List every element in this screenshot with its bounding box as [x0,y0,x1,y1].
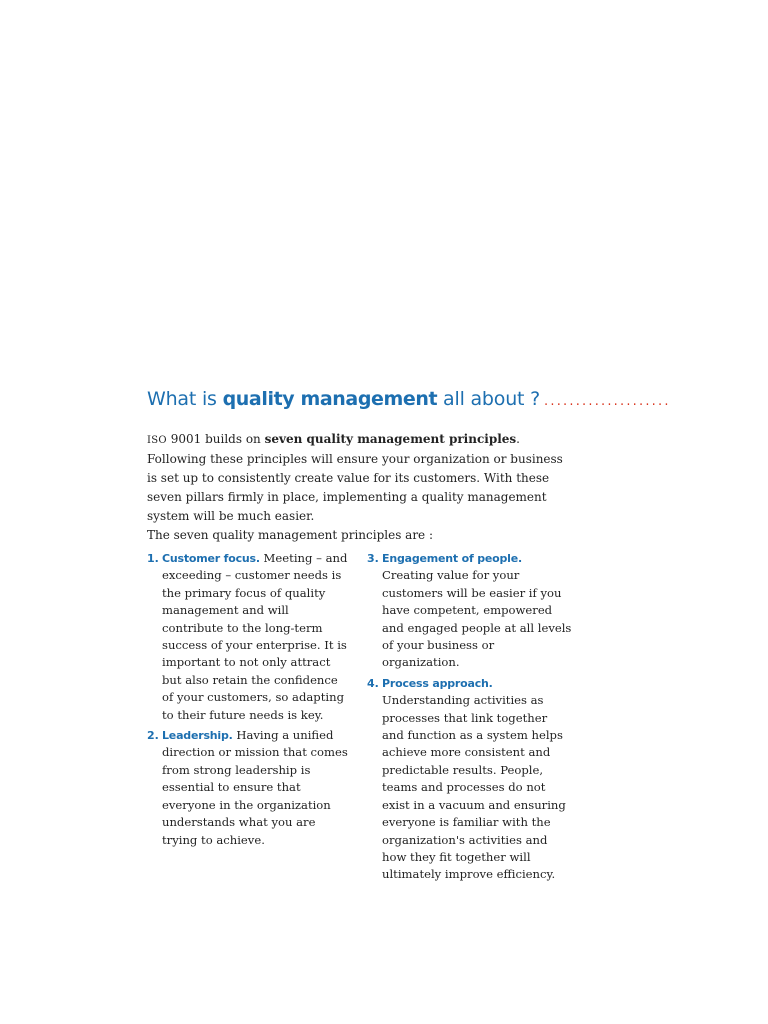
list-item [147,550,352,724]
heading-emphasis: quality management [222,388,438,410]
intro-iso: ISO [147,435,167,446]
intro-bold: seven quality management principles [264,432,517,446]
list-item [147,727,352,849]
section-heading [147,388,671,410]
item-text: Creating value for your customers will be easier if you have competent, empowered and engaged people at all levels of your business or organization. [382,568,572,670]
heading-prefix: What is [147,388,223,410]
item-number: 2. [147,729,159,743]
item-text: Understanding activities as processes that link together and function as a system helps achieve more consistent and predictable results. People, teams and processes do not exist in a vacuum and ensuring everyone is familiar with the organization's activities and how they fit together will ultimately improve efficiency. [382,693,566,882]
item-title: Leadership. [162,729,233,743]
heading-dot-leader: .................... [544,394,671,409]
item-title: Process approach. [382,676,493,690]
item-text: Having a unified direction or mission that comes from strong leadership is essential to ensure that everyone in the organization understands what you are trying to achieve. [162,728,348,847]
intro-part2: . Following these principles will ensure your organization or business is set up to consistently create value for its customers. With these seven pillars firmly in place, implementing a quality management system will be much easier. [147,432,563,523]
list-item [367,675,572,884]
item-number: 3. [367,552,379,565]
item-title: Customer focus. [162,552,260,565]
item-number: 1. [147,552,159,565]
principles-column-right [367,550,572,887]
heading-suffix: all about ? [437,388,541,410]
intro-paragraph [147,430,567,545]
intro-text [147,430,567,526]
principles-column-left [147,550,352,852]
item-title: Engagement of people. [382,552,522,565]
intro-line2: The seven quality management principles are : [147,528,434,542]
list-item [367,550,572,672]
item-number: 4. [367,676,379,690]
intro-part1: 9001 builds on [166,432,265,446]
item-text: Meeting – and exceeding – customer needs is the primary focus of quality management and will contribute to the long-term success of your enterprise. It is important to not only attract but also retain the confidence of your customers, so adapting to their future needs is key. [162,551,348,722]
